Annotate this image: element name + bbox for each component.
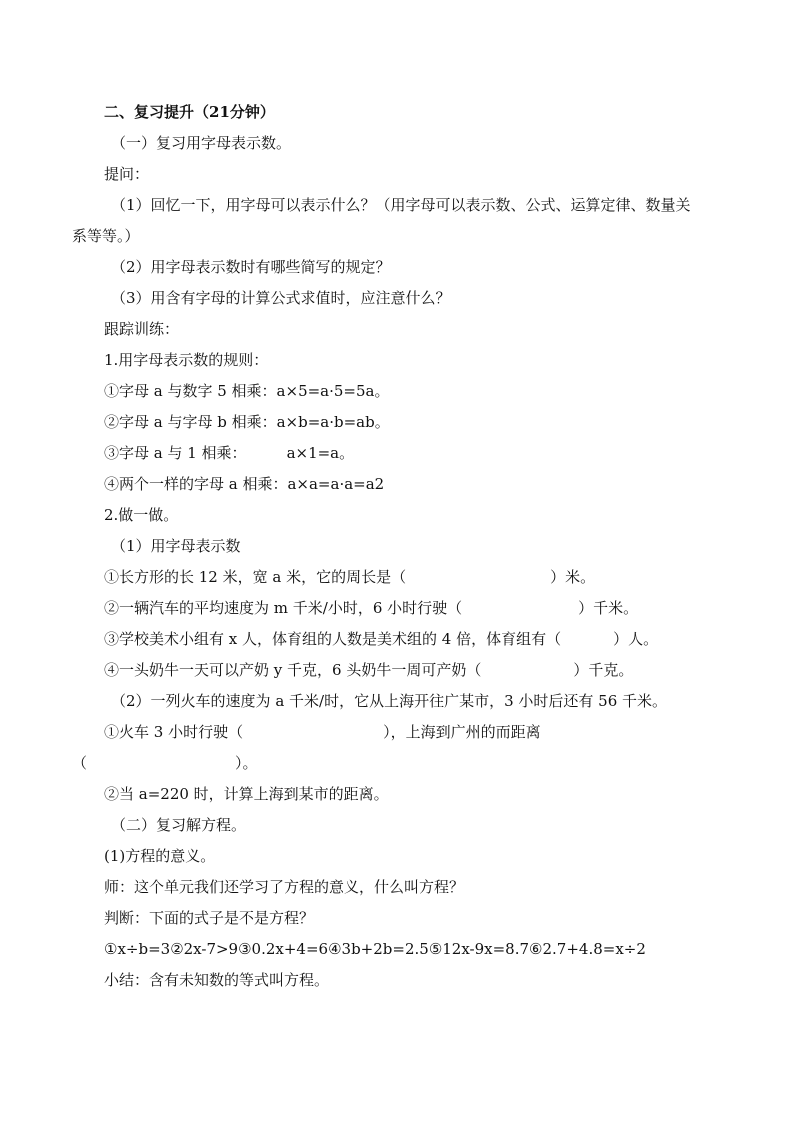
exercise-3 — [104, 629, 658, 649]
train-question-1-line-2 — [72, 753, 258, 773]
exercise-3-unit: ）人。 — [613, 630, 659, 648]
exercise-1-unit: ）米。 — [550, 568, 596, 586]
sub-question-2: （2）一列火车的速度为 a 千米/时，它从上海开往广某市，3 小时后还有 56 千米。 — [111, 692, 668, 710]
question-2: （2）用字母表示数时有哪些简写的规定？ — [111, 258, 391, 276]
rule-3 — [104, 443, 354, 463]
exercise-1-text: ①长方形的长 12 米，宽 a 米，它的周长是（ — [104, 568, 407, 586]
equation-meaning: (1)方程的意义。 — [104, 847, 216, 865]
summary: 小结：含有未知数的等式叫方程。 — [104, 971, 330, 989]
train-question-1-close: ）。 — [235, 754, 258, 772]
judge-items: ①x÷b=3②2x-7>9③0.2x+4=6④3b+2b=2.5⑤12x-9x=8.7⑥2.7+4.8=x÷2 — [104, 940, 646, 958]
question-1-line-1: （1）回忆一下，用字母可以表示什么？（用字母可以表示数、公式、运算定律、数量关 — [111, 196, 691, 214]
rule-1: ①字母 a 与数字 5 相乘：a×5=a·5=5a。 — [104, 382, 390, 400]
part2-title: （二）复习解方程。 — [111, 816, 247, 834]
rule-2: ②字母 a 与字母 b 相乘：a×b=a·b=ab。 — [104, 413, 390, 431]
train-question-1 — [104, 722, 541, 742]
question-3: （3）用含有字母的计算公式求值时，应注意什么？ — [111, 289, 451, 307]
train-question-1-cont: ），上海到广州的而距离 — [383, 723, 541, 741]
train-question-1-open: （ — [72, 754, 88, 772]
sub-question-1: （1）用字母表示数 — [111, 537, 241, 555]
training-label: 跟踪训练： — [104, 320, 180, 338]
exercise-2 — [104, 598, 638, 618]
rule-3-label: ③字母 a 与 1 相乘： — [104, 444, 247, 462]
rule-4: ④两个一样的字母 a 相乘：a×a=a·a=a2 — [104, 475, 385, 493]
try-title: 2.做一做。 — [104, 506, 179, 524]
section-title: 二、复习提升（21分钟） — [104, 103, 275, 121]
question-1-line-2: 系等等。） — [72, 227, 140, 245]
train-question-1-text: ①火车 3 小时行驶（ — [104, 723, 244, 741]
exercise-4 — [104, 660, 633, 680]
ask-label: 提问： — [104, 165, 150, 183]
exercise-4-text: ④一头奶牛一天可以产奶 y 千克，6 头奶牛一周可产奶（ — [104, 661, 482, 679]
exercise-2-unit: ）千米。 — [578, 599, 639, 617]
exercise-2-text: ②一辆汽车的平均速度为 m 千米/小时，6 小时行驶（ — [104, 599, 463, 617]
part1-title: （一）复习用字母表示数。 — [111, 134, 292, 152]
exercise-1 — [104, 567, 595, 587]
judge-prompt: 判断：下面的式子是不是方程？ — [104, 909, 315, 927]
teacher-question: 师：这个单元我们还学习了方程的意义，什么叫方程？ — [104, 878, 465, 896]
exercise-4-unit: ）千克。 — [573, 661, 634, 679]
rules-title: 1.用字母表示数的规则： — [104, 351, 269, 369]
exercise-3-text: ③学校美术小组有 x 人，体育组的人数是美术组的 4 倍，体育组有（ — [104, 630, 562, 648]
train-question-2: ②当 a=220 时，计算上海到某市的距离。 — [104, 785, 389, 803]
rule-3-formula: a×1=a。 — [286, 444, 355, 462]
